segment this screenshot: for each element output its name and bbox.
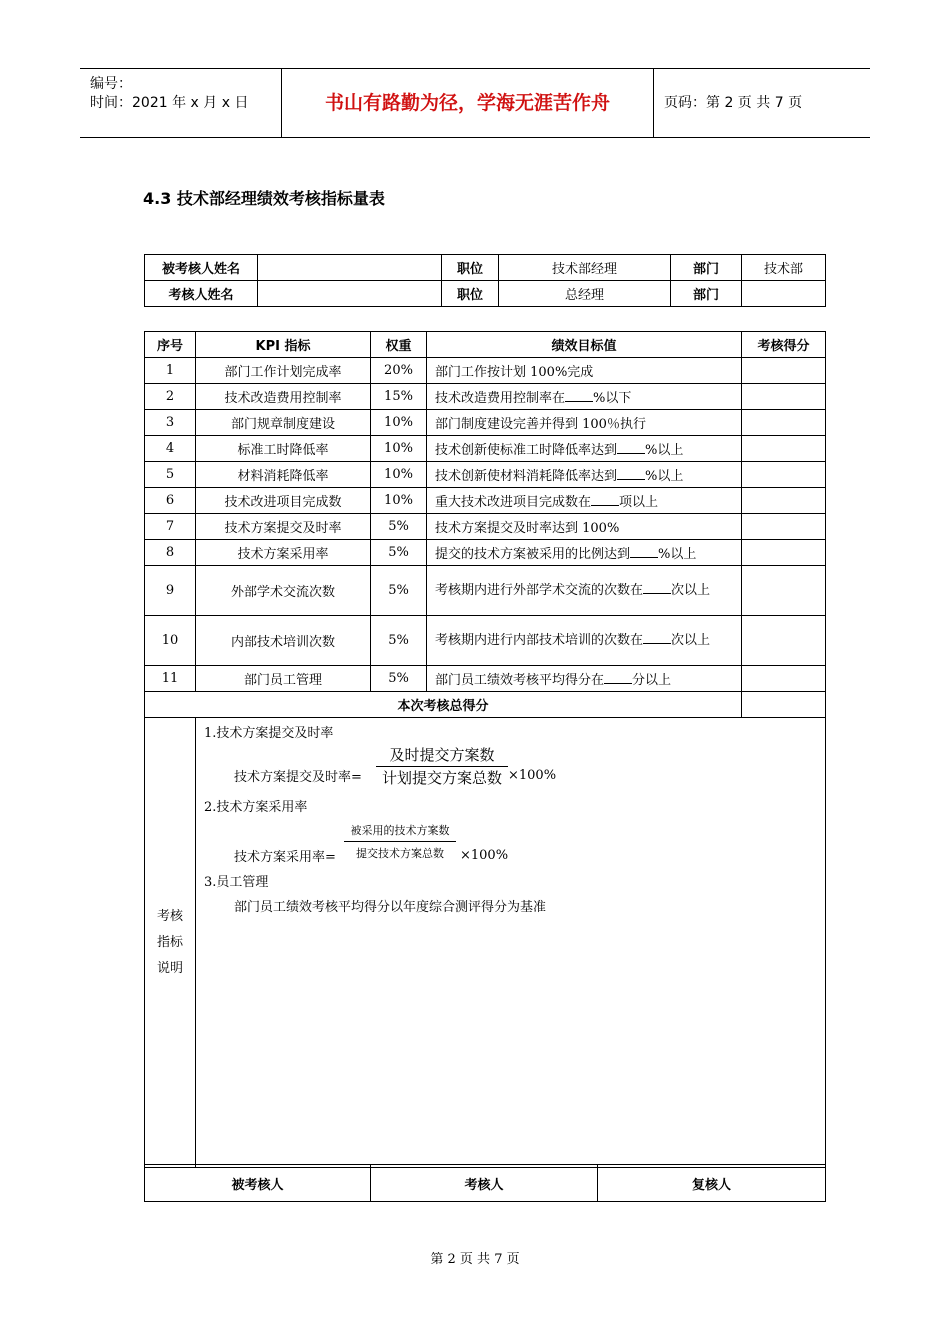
header-motto-cell bbox=[282, 69, 654, 137]
code-label: 编号： bbox=[90, 76, 132, 92]
kpi-weight: 10% bbox=[371, 410, 427, 436]
header-page-cell bbox=[654, 69, 870, 137]
kpi-table bbox=[144, 331, 826, 1168]
kpi-name: 部门工作计划完成率 bbox=[196, 358, 371, 384]
kpi-name: 外部学术交流次数 bbox=[196, 566, 371, 616]
kpi-row bbox=[145, 616, 826, 666]
info-row bbox=[145, 255, 826, 281]
target-suffix: %以上 bbox=[645, 469, 684, 484]
target-text: 技术改造费用控制率在 bbox=[435, 391, 566, 406]
assessee-signature[interactable]: 被考核人 bbox=[145, 1165, 371, 1202]
kpi-target bbox=[427, 384, 742, 410]
kpi-name: 技术改进项目完成数 bbox=[196, 488, 371, 514]
kpi-row bbox=[145, 566, 826, 616]
kpi-no: 11 bbox=[145, 666, 196, 692]
signature-table bbox=[144, 1164, 826, 1202]
blank-underline[interactable] bbox=[565, 389, 593, 402]
col-header-no: 序号 bbox=[145, 332, 196, 358]
kpi-no: 9 bbox=[145, 566, 196, 616]
blank-underline[interactable] bbox=[617, 441, 645, 454]
blank-underline[interactable] bbox=[643, 581, 671, 594]
kpi-target bbox=[427, 514, 742, 540]
item1-tail: ×100% bbox=[508, 768, 557, 783]
kpi-row bbox=[145, 384, 826, 410]
page-number-text: 页码：第 2 页 共 7 页 bbox=[664, 95, 803, 111]
kpi-target bbox=[427, 488, 742, 514]
kpi-name: 技术方案提交及时率 bbox=[196, 514, 371, 540]
kpi-header-row bbox=[145, 332, 826, 358]
target-text: 部门制度建设完善并得到 100％执行 bbox=[435, 417, 646, 432]
target-text: 考核期内进行内部技术培训的次数在 bbox=[435, 633, 644, 648]
reviewer-signature[interactable]: 复核人 bbox=[598, 1165, 826, 1202]
kpi-target bbox=[427, 666, 742, 692]
kpi-score[interactable] bbox=[742, 462, 826, 488]
target-suffix: 分以上 bbox=[632, 673, 672, 688]
target-suffix: %以下 bbox=[593, 391, 632, 406]
target-suffix: %以上 bbox=[658, 547, 697, 562]
item1-denominator: 计划提交方案总数 bbox=[381, 769, 502, 787]
kpi-name: 部门员工管理 bbox=[196, 666, 371, 692]
kpi-no: 2 bbox=[145, 384, 196, 410]
target-suffix: %以上 bbox=[645, 443, 684, 458]
kpi-no: 3 bbox=[145, 410, 196, 436]
side-label-line: 说明 bbox=[156, 960, 183, 976]
target-suffix: 次以上 bbox=[671, 583, 711, 598]
kpi-name: 部门规章制度建设 bbox=[196, 410, 371, 436]
target-suffix: 次以上 bbox=[671, 633, 711, 648]
kpi-weight: 10% bbox=[371, 436, 427, 462]
section-title: 4.3 技术部经理绩效考核指标量表 bbox=[143, 189, 385, 208]
kpi-row bbox=[145, 514, 826, 540]
kpi-row bbox=[145, 488, 826, 514]
kpi-target bbox=[427, 616, 742, 666]
blank-underline[interactable] bbox=[604, 671, 632, 684]
explanation-content bbox=[196, 718, 826, 1168]
kpi-row bbox=[145, 436, 826, 462]
kpi-score[interactable] bbox=[742, 488, 826, 514]
position-value: 总经理 bbox=[499, 281, 671, 307]
total-label: 本次考核总得分 bbox=[145, 692, 742, 718]
kpi-target bbox=[427, 566, 742, 616]
dept-value: 技术部 bbox=[742, 255, 826, 281]
kpi-no: 8 bbox=[145, 540, 196, 566]
kpi-no: 6 bbox=[145, 488, 196, 514]
assessee-name-value[interactable] bbox=[258, 255, 442, 281]
target-text: 技术创新使标准工时降低率达到 bbox=[435, 443, 618, 458]
target-suffix: 项以上 bbox=[619, 495, 659, 510]
kpi-row bbox=[145, 666, 826, 692]
item2-title: 2.技术方案采用率 bbox=[204, 800, 308, 815]
kpi-score[interactable] bbox=[742, 540, 826, 566]
motto: 书山有路勤为径，学海无涯苦作舟 bbox=[324, 92, 610, 114]
kpi-weight: 5% bbox=[371, 666, 427, 692]
target-text: 提交的技术方案被采用的比例达到 bbox=[435, 547, 631, 562]
kpi-row bbox=[145, 462, 826, 488]
kpi-no: 10 bbox=[145, 616, 196, 666]
kpi-target bbox=[427, 462, 742, 488]
item1-fraction bbox=[376, 744, 508, 788]
assessor-signature[interactable]: 考核人 bbox=[371, 1165, 598, 1202]
item3-text: 部门员工绩效考核平均得分以年度综合测评得分为基准 bbox=[234, 900, 547, 915]
blank-underline[interactable] bbox=[591, 493, 619, 506]
position-value: 技术部经理 bbox=[499, 255, 671, 281]
side-label-line: 指标 bbox=[156, 934, 183, 950]
kpi-name: 技术改造费用控制率 bbox=[196, 384, 371, 410]
kpi-score[interactable] bbox=[742, 616, 826, 666]
item2-lhs: 技术方案采用率= bbox=[234, 850, 336, 865]
signature-row bbox=[145, 1165, 826, 1202]
item2-numerator: 被采用的技术方案数 bbox=[344, 822, 456, 842]
target-text: 技术方案提交及时率达到 100% bbox=[435, 521, 620, 536]
item2-denominator: 提交技术方案总数 bbox=[356, 847, 444, 860]
kpi-score[interactable] bbox=[742, 666, 826, 692]
target-text: 考核期内进行外部学术交流的次数在 bbox=[435, 583, 644, 598]
info-table bbox=[144, 254, 826, 307]
dept-label: 部门 bbox=[671, 281, 742, 307]
kpi-score[interactable] bbox=[742, 384, 826, 410]
kpi-body bbox=[145, 358, 826, 692]
blank-underline[interactable] bbox=[617, 467, 645, 480]
kpi-weight: 20% bbox=[371, 358, 427, 384]
item1-lhs: 技术方案提交及时率= bbox=[234, 770, 362, 785]
info-row bbox=[145, 281, 826, 307]
kpi-weight: 15% bbox=[371, 384, 427, 410]
kpi-score[interactable] bbox=[742, 436, 826, 462]
target-text: 部门工作按计划 100%完成 bbox=[435, 365, 594, 380]
explanation-row bbox=[145, 718, 826, 1168]
kpi-row bbox=[145, 410, 826, 436]
dept-label: 部门 bbox=[671, 255, 742, 281]
kpi-score[interactable] bbox=[742, 514, 826, 540]
explanation-side-label bbox=[145, 718, 196, 1168]
kpi-name: 技术方案采用率 bbox=[196, 540, 371, 566]
target-text: 技术创新使材料消耗降低率达到 bbox=[435, 469, 618, 484]
kpi-name: 内部技术培训次数 bbox=[196, 616, 371, 666]
item1-numerator: 及时提交方案数 bbox=[376, 744, 508, 767]
total-score-value[interactable] bbox=[742, 692, 826, 718]
kpi-target bbox=[427, 358, 742, 384]
kpi-no: 1 bbox=[145, 358, 196, 384]
kpi-weight: 10% bbox=[371, 488, 427, 514]
kpi-score[interactable] bbox=[742, 566, 826, 616]
kpi-name: 材料消耗降低率 bbox=[196, 462, 371, 488]
col-header-kpi: KPI 指标 bbox=[196, 332, 371, 358]
item2-tail: ×100% bbox=[460, 848, 509, 863]
col-header-target: 绩效目标值 bbox=[427, 332, 742, 358]
assessor-name-value[interactable] bbox=[258, 281, 442, 307]
kpi-no: 5 bbox=[145, 462, 196, 488]
kpi-row bbox=[145, 358, 826, 384]
page-header bbox=[80, 68, 870, 138]
col-header-score: 考核得分 bbox=[742, 332, 826, 358]
kpi-weight: 5% bbox=[371, 616, 427, 666]
kpi-target bbox=[427, 540, 742, 566]
item2-fraction bbox=[344, 822, 456, 861]
header-meta bbox=[80, 69, 282, 137]
kpi-row bbox=[145, 540, 826, 566]
kpi-no: 4 bbox=[145, 436, 196, 462]
kpi-target bbox=[427, 410, 742, 436]
kpi-target bbox=[427, 436, 742, 462]
dept-value[interactable] bbox=[742, 281, 826, 307]
kpi-name: 标准工时降低率 bbox=[196, 436, 371, 462]
page-footer: 第 2 页 共 7 页 bbox=[430, 1252, 520, 1267]
kpi-score[interactable] bbox=[742, 358, 826, 384]
total-row bbox=[145, 692, 826, 718]
col-header-weight: 权重 bbox=[371, 332, 427, 358]
kpi-weight: 10% bbox=[371, 462, 427, 488]
kpi-score[interactable] bbox=[742, 410, 826, 436]
blank-underline[interactable] bbox=[630, 545, 658, 558]
assessee-name-label: 被考核人姓名 bbox=[145, 255, 258, 281]
kpi-weight: 5% bbox=[371, 540, 427, 566]
blank-underline[interactable] bbox=[643, 631, 671, 644]
item1-title: 1.技术方案提交及时率 bbox=[204, 726, 334, 741]
date-text: 时间：2021 年 x 月 x 日 bbox=[90, 95, 249, 111]
kpi-weight: 5% bbox=[371, 566, 427, 616]
target-text: 重大技术改进项目完成数在 bbox=[435, 495, 592, 510]
item3-title: 3.员工管理 bbox=[204, 875, 269, 890]
kpi-weight: 5% bbox=[371, 514, 427, 540]
target-text: 部门员工绩效考核平均得分在 bbox=[435, 673, 605, 688]
position-label: 职位 bbox=[442, 255, 499, 281]
kpi-no: 7 bbox=[145, 514, 196, 540]
position-label: 职位 bbox=[442, 281, 499, 307]
side-label-line: 考核 bbox=[156, 908, 183, 924]
assessor-name-label: 考核人姓名 bbox=[145, 281, 258, 307]
